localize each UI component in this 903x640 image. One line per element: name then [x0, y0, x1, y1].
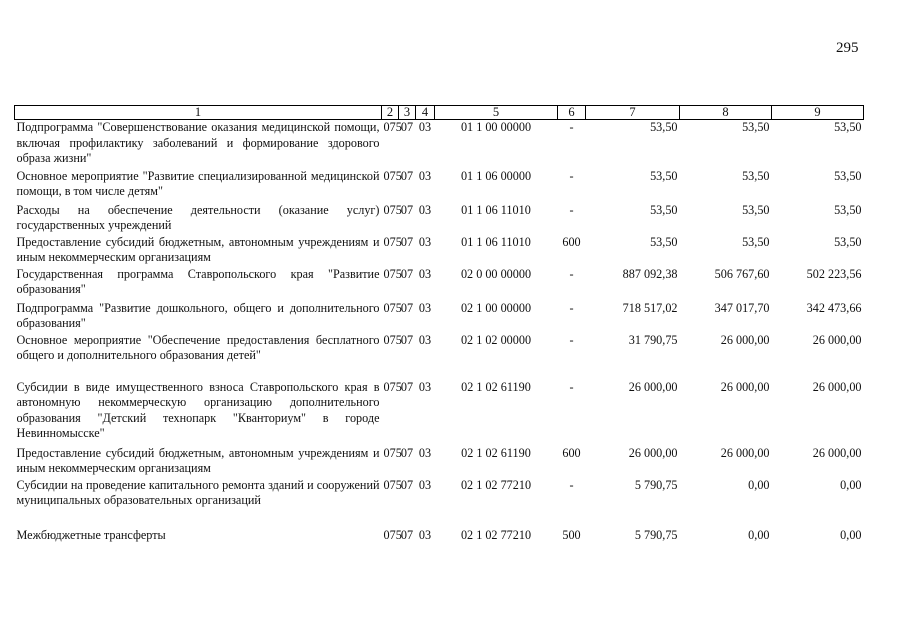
table-row: [15, 203, 864, 235]
row-year1: 53,50: [650, 202, 678, 217]
row-year3: 53,50: [834, 234, 862, 249]
row-section: 07: [400, 120, 414, 134]
col-header-8: 8: [680, 106, 772, 120]
row-section: 07: [400, 445, 414, 460]
row-section: 07: [400, 379, 414, 394]
col-header-3: 3: [399, 106, 416, 120]
row-name: Расходы на обеспечение деятельности (оказание услуг) государственных учреждений: [16, 202, 380, 232]
row-section: 07: [400, 527, 414, 542]
row-name: Субсидии в виде имущественного взноса Ставропольского края в автономную некоммерческую организацию дополнительного образования "Детский технопарк "Кванториум" в городе Невинномысске": [16, 379, 380, 440]
row-ministry: 075: [383, 168, 402, 183]
row-expense: -: [569, 332, 574, 347]
row-ministry: 075: [383, 300, 402, 315]
row-expense: -: [569, 477, 574, 492]
col-header-6: 6: [558, 106, 586, 120]
row-expense: 500: [562, 527, 581, 542]
row-expense: -: [569, 168, 574, 183]
row-year2: 0,00: [748, 527, 770, 542]
table-row: [15, 380, 864, 446]
row-subsection: 03: [418, 379, 432, 394]
row-year2: 0,00: [748, 477, 770, 492]
row-year3: 342 473,66: [806, 300, 862, 315]
row-target: 02 1 02 61190: [461, 445, 531, 460]
row-ministry: 075: [383, 477, 402, 492]
row-expense: -: [569, 202, 574, 217]
row-ministry: 075: [383, 527, 402, 542]
row-name: Государственная программа Ставропольского края "Развитие образования": [16, 266, 380, 296]
row-expense: 600: [562, 234, 581, 249]
row-section: 07: [400, 477, 414, 492]
row-year2: 26 000,00: [720, 379, 770, 394]
row-ministry: 075: [383, 379, 402, 394]
col-header-2: 2: [382, 106, 399, 120]
row-year3: 26 000,00: [812, 379, 862, 394]
row-target: 02 0 00 00000: [460, 266, 532, 281]
row-year2: 26 000,00: [720, 332, 770, 347]
table-row: [15, 120, 864, 169]
table-row: [15, 169, 864, 203]
row-name: Межбюджетные трансферты: [16, 527, 166, 542]
row-name: Субсидии на проведение капитального ремонта зданий и сооружений муниципальных образовательных организаций: [16, 477, 380, 507]
row-name: Основное мероприятие "Развитие специализированной медицинской помощи, в том числе детям": [16, 168, 380, 198]
row-year2: 53,50: [742, 168, 770, 183]
row-subsection: 03: [418, 266, 432, 281]
row-name: Подпрограмма "Развитие дошкольного, общего и дополнительного образования": [16, 300, 380, 330]
budget-table: [14, 105, 864, 548]
row-year1: 31 790,75: [628, 332, 678, 347]
table-row: [15, 478, 864, 528]
row-year3: 0,00: [840, 477, 862, 492]
row-ministry: 075: [383, 445, 402, 460]
row-year3: 26 000,00: [812, 445, 862, 460]
table-row: [15, 301, 864, 333]
row-year1: 53,50: [650, 120, 678, 134]
row-ministry: 075: [383, 266, 402, 281]
row-target: 02 1 02 77210: [460, 477, 532, 492]
row-target: 01 1 06 11010: [461, 202, 531, 217]
row-section: 07: [400, 300, 414, 315]
col-header-4: 4: [416, 106, 435, 120]
row-ministry: 075: [383, 234, 402, 249]
row-year3: 53,50: [834, 120, 862, 134]
row-name: Предоставление субсидий бюджетным, автономным учреждениям и иным некоммерческим организациям: [16, 445, 380, 475]
row-subsection: 03: [418, 332, 432, 347]
row-year1: 718 517,02: [622, 300, 678, 315]
row-year2: 347 017,70: [714, 300, 770, 315]
row-target: 01 1 00 00000: [460, 120, 532, 134]
row-target: 02 1 02 00000: [460, 332, 532, 347]
table-row: [15, 333, 864, 380]
row-year1: 26 000,00: [628, 445, 678, 460]
row-expense: -: [569, 300, 574, 315]
row-year3: 0,00: [840, 527, 862, 542]
row-year3: 53,50: [834, 202, 862, 217]
table-row: [15, 528, 864, 548]
row-subsection: 03: [418, 202, 432, 217]
row-subsection: 03: [418, 120, 432, 134]
row-name: Предоставление субсидий бюджетным, автономным учреждениям и иным некоммерческим организациям: [16, 234, 380, 264]
row-subsection: 03: [418, 168, 432, 183]
row-section: 07: [400, 168, 414, 183]
row-section: 07: [400, 332, 414, 347]
row-section: 07: [400, 266, 414, 281]
row-subsection: 03: [418, 234, 432, 249]
column-number-header: [15, 106, 864, 120]
col-header-5: 5: [435, 106, 558, 120]
row-year1: 26 000,00: [628, 379, 678, 394]
row-year3: 26 000,00: [812, 332, 862, 347]
col-header-1: 1: [15, 106, 382, 120]
row-target: 02 1 00 00000: [460, 300, 532, 315]
row-year3: 53,50: [834, 168, 862, 183]
row-ministry: 075: [383, 202, 402, 217]
row-year2: 53,50: [742, 202, 770, 217]
row-name: Основное мероприятие "Обеспечение предоставления бесплатного общего и дополнительного образования детей": [16, 332, 380, 362]
row-target: 02 1 02 61190: [461, 379, 531, 394]
table-row: [15, 267, 864, 301]
row-subsection: 03: [418, 477, 432, 492]
row-target: 01 1 06 11010: [461, 234, 531, 249]
row-year1: 53,50: [650, 168, 678, 183]
row-subsection: 03: [418, 300, 432, 315]
row-ministry: 075: [383, 120, 402, 134]
row-expense: -: [569, 266, 574, 281]
row-year1: 5 790,75: [634, 477, 678, 492]
col-header-9: 9: [772, 106, 864, 120]
row-year2: 53,50: [742, 234, 770, 249]
row-expense: -: [569, 120, 574, 134]
row-year2: 26 000,00: [720, 445, 770, 460]
row-year1: 5 790,75: [634, 527, 678, 542]
row-name: Подпрограмма "Совершенствование оказания медицинской помощи, включая профилактику заболеваний и формирование здорового образа жизни": [16, 120, 380, 165]
table-row: [15, 446, 864, 478]
row-expense: -: [569, 379, 574, 394]
row-expense: 600: [562, 445, 581, 460]
row-year1: 53,50: [650, 234, 678, 249]
row-ministry: 075: [383, 332, 402, 347]
row-subsection: 03: [418, 527, 432, 542]
row-year3: 502 223,56: [806, 266, 862, 281]
row-target: 01 1 06 00000: [460, 168, 532, 183]
row-target: 02 1 02 77210: [460, 527, 532, 542]
row-year1: 887 092,38: [622, 266, 678, 281]
col-header-7: 7: [586, 106, 680, 120]
row-year2: 506 767,60: [714, 266, 770, 281]
page-number: 295: [836, 40, 859, 56]
table-row: [15, 235, 864, 267]
row-section: 07: [400, 234, 414, 249]
row-section: 07: [400, 202, 414, 217]
row-year2: 53,50: [742, 120, 770, 134]
row-subsection: 03: [418, 445, 432, 460]
